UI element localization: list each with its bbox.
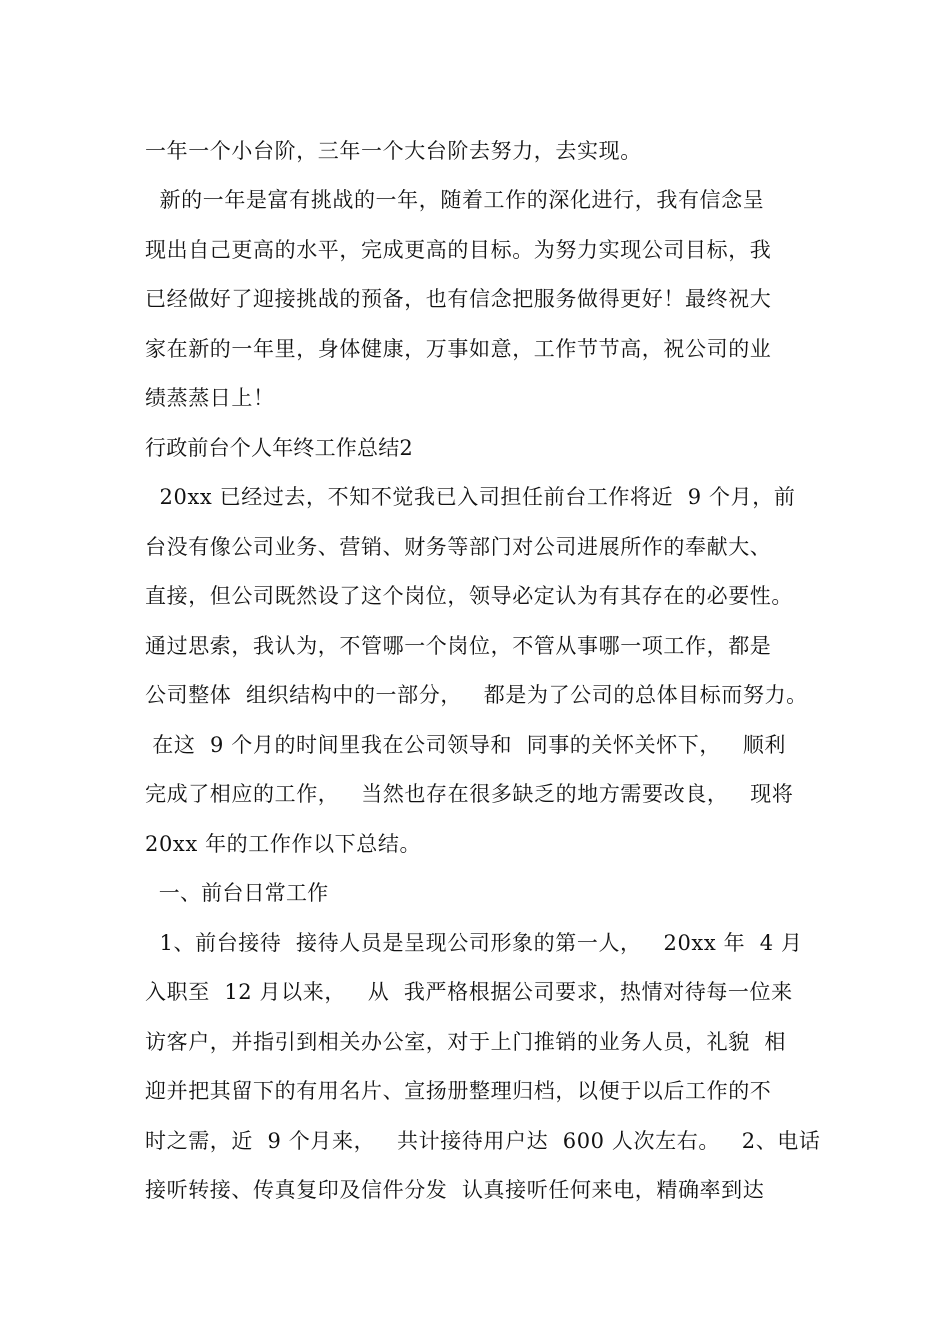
body-line: 家在新的一年里，身体健康，万事如意，工作节节高，祝公司的业 <box>145 337 772 361</box>
body-line: 通过思索，我认为，不管哪一个岗位，不管从事哪一项工作，都是 <box>145 634 772 658</box>
body-line: 20xx 已经过去，不知不觉我已入司担任前台工作将近 9 个月，前 <box>145 485 796 509</box>
body-line: 直接，但公司既然设了这个岗位，领导必定认为有其存在的必要性。 <box>145 584 793 608</box>
body-line: 访客户，并指引到相关办公室，对于上门推销的业务人员，礼貌 相 <box>145 1030 786 1054</box>
body-line: 在这 9 个月的时间里我在公司领导和 同事的关怀关怀下， 顺利 <box>145 733 787 757</box>
body-line: 接听转接、传真复印及信件分发 认真接听任何来电，精确率到达 <box>145 1178 765 1202</box>
body-line: 1、前台接待 接待人员是呈现公司形象的第一人， 20xx 年 4 月 <box>145 931 803 955</box>
body-line: 绩蒸蒸日上！ <box>145 386 275 410</box>
body-line: 已经做好了迎接挑战的预备，也有信念把服务做得更好！最终祝大 <box>145 287 772 311</box>
body-line: 入职至 12 月以来， 从 我严格根据公司要求，热情对待每一位来 <box>145 980 793 1004</box>
section-heading: 一、前台日常工作 <box>145 881 329 905</box>
body-line: 迎并把其留下的有用名片、宣扬册整理归档，以便于以后工作的不 <box>145 1079 772 1103</box>
section-heading: 行政前台个人年终工作总结2 <box>145 436 413 460</box>
body-line: 时之需，近 9 个月来， 共计接待用户达 600 人次左右。 2、电话 <box>145 1129 821 1153</box>
body-line: 台没有像公司业务、营销、财务等部门对公司进展所作的奉献大、 <box>145 535 772 559</box>
body-line: 新的一年是富有挑战的一年，随着工作的深化进行，我有信念呈 <box>145 188 765 212</box>
body-line: 完成了相应的工作， 当然也存在很多缺乏的地方需要改良， 现将 <box>145 782 794 806</box>
body-line: 一年一个小台阶，三年一个大台阶去努力，去实现。 <box>145 139 642 163</box>
body-line: 现出自己更高的水平，完成更高的目标。为努力实现公司目标，我 <box>145 238 772 262</box>
body-line: 公司整体 组织结构中的一部分， 都是为了公司的总体目标而努力。 <box>145 683 808 707</box>
body-line: 20xx 年的工作作以下总结。 <box>145 832 422 856</box>
